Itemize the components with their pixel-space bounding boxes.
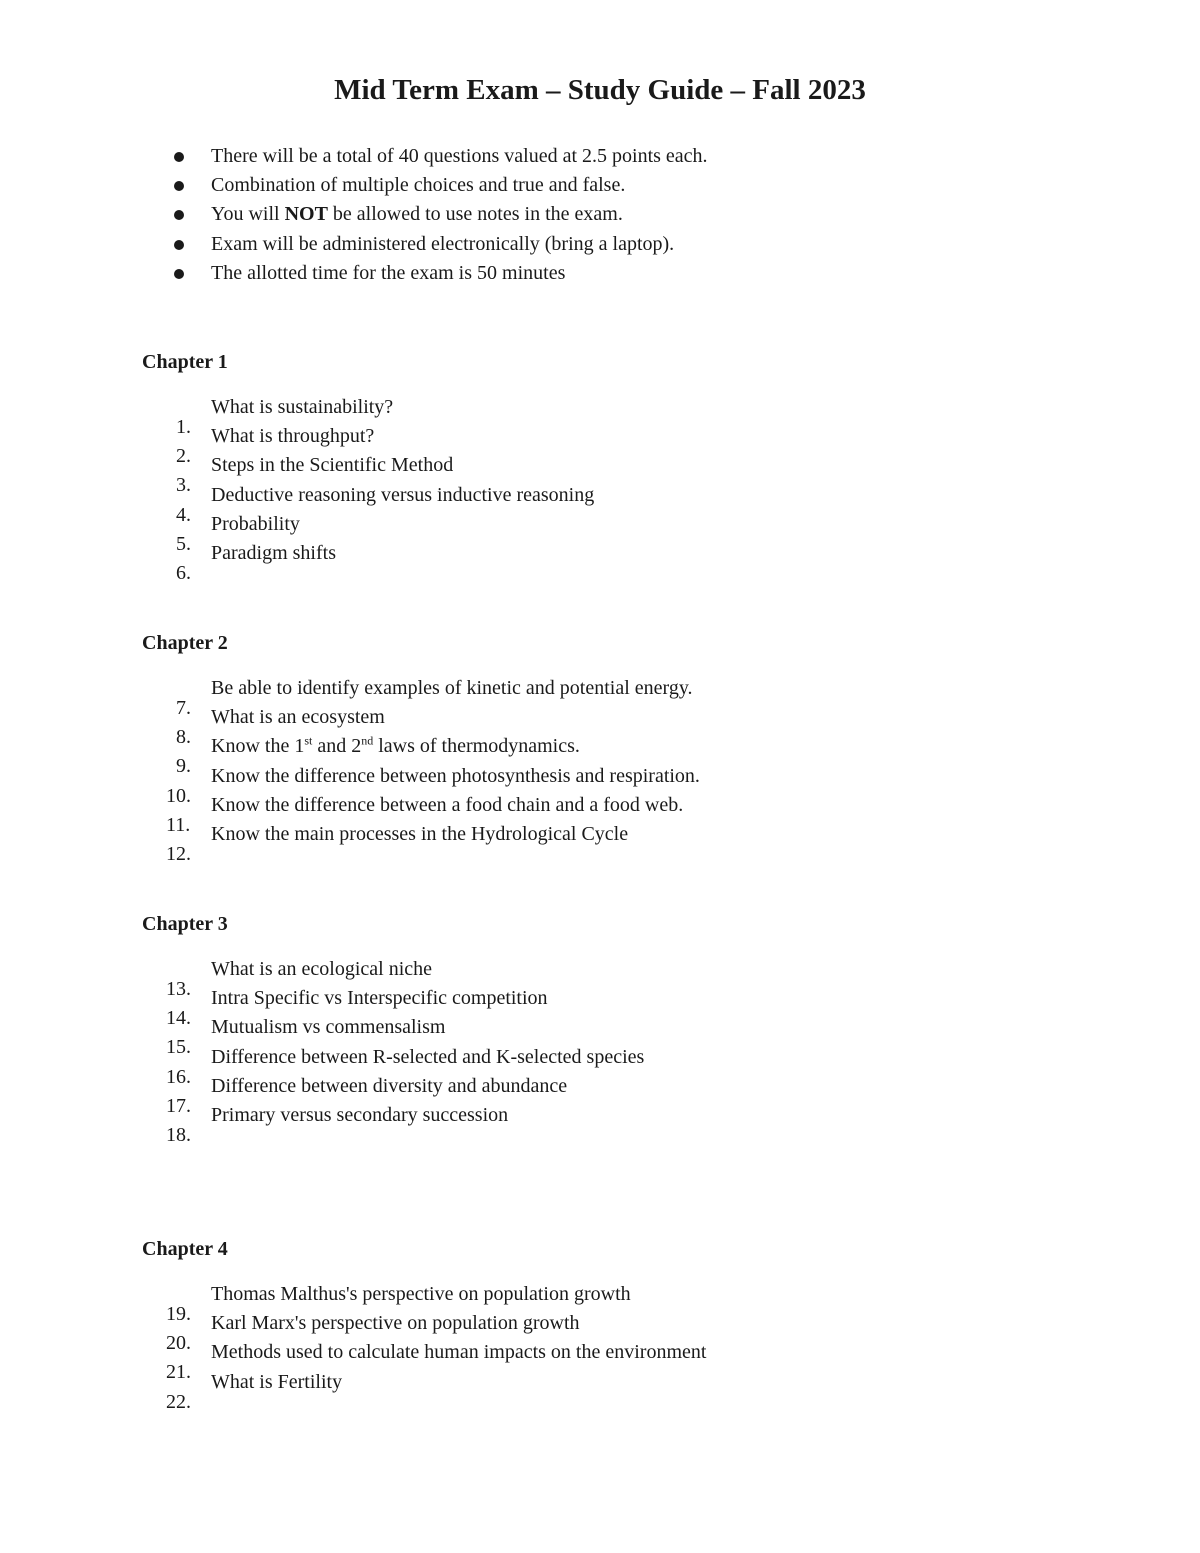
item-text: Difference between diversity and abundance (211, 1074, 568, 1097)
item-number: 5. (176, 532, 191, 555)
item-number: 8. (176, 726, 191, 749)
item-text: Primary versus secondary succession (211, 1103, 509, 1126)
item-number: 7. (176, 697, 191, 719)
item-number: 17. (166, 1094, 191, 1117)
item-number: 14. (166, 1007, 191, 1030)
item-number: 6. (176, 561, 191, 584)
item-text: Intra Specific vs Interspecific competition (211, 987, 548, 1010)
rule-item (172, 259, 708, 288)
item-number: 21. (166, 1361, 191, 1384)
item-text: What is Fertility (211, 1370, 343, 1393)
item-number: 3. (176, 474, 191, 497)
item-text: What is throughput? (211, 425, 375, 448)
chapter-2-heading: Chapter 2 (142, 632, 228, 654)
rule-text-end: be allowed to use notes in the exam. (327, 203, 623, 226)
item-text-part: Know the 1 (211, 735, 305, 758)
item-text: Be able to identify examples of kinetic and potential energy. (211, 677, 693, 699)
item-number: 16. (166, 1065, 191, 1088)
item-number: 4. (176, 503, 191, 526)
item-text: Probability (211, 512, 300, 535)
chapter-2-list (142, 674, 700, 865)
bullet-icon (174, 181, 184, 191)
list-item (142, 1101, 644, 1146)
item-text: Deductive reasoning versus inductive reasoning (211, 483, 595, 506)
rule-item (172, 171, 708, 200)
ordinal-suffix: nd (361, 733, 374, 748)
item-number: 18. (166, 1123, 191, 1146)
rule-item (172, 200, 708, 229)
item-text: What is an ecological niche (211, 958, 433, 980)
item-number: 12. (166, 842, 191, 865)
rule-text-start: You will (211, 203, 285, 226)
item-number: 10. (166, 784, 191, 807)
item-text: Thomas Malthus's perspective on population growth (211, 1283, 631, 1305)
item-number: 13. (166, 978, 191, 1000)
item-text: Know the difference between photosynthesis and respiration. (211, 764, 700, 787)
item-text: Know the main processes in the Hydrological Cycle (211, 822, 629, 845)
list-item (142, 1368, 706, 1413)
chapter-3-heading: Chapter 3 (142, 913, 228, 935)
rule-text-emphasis: NOT (284, 203, 328, 226)
bullet-icon (174, 152, 184, 162)
page-title: Mid Term Exam – Study Guide – Fall 2023 (334, 74, 866, 106)
item-text: What is sustainability? (211, 396, 394, 418)
chapter-1-heading: Chapter 1 (142, 351, 228, 373)
list-item (142, 539, 594, 584)
item-number: 9. (176, 755, 191, 778)
item-text (211, 732, 580, 761)
chapter-4-heading: Chapter 4 (142, 1238, 228, 1260)
item-text: What is an ecosystem (211, 706, 385, 729)
item-text: Methods used to calculate human impacts on the environment (211, 1341, 707, 1364)
ordinal-suffix: st (304, 733, 313, 748)
exam-rules-list (172, 142, 708, 288)
item-number: 19. (166, 1303, 191, 1325)
item-text: Mutualism vs commensalism (211, 1016, 446, 1039)
item-text: Difference between R-selected and K-selected species (211, 1045, 645, 1068)
item-text: Steps in the Scientific Method (211, 454, 454, 477)
item-number: 2. (176, 445, 191, 468)
item-text: Karl Marx's perspective on population growth (211, 1312, 580, 1335)
chapter-4-list (142, 1280, 707, 1413)
item-text: Know the difference between a food chain and a food web. (211, 793, 684, 816)
rule-text: Combination of multiple choices and true and false. (211, 174, 626, 197)
item-text-part: and 2 (312, 735, 362, 758)
bullet-icon (174, 210, 184, 220)
rule-text: There will be a total of 40 questions valued at 2.5 points each. (211, 145, 708, 167)
item-number: 11. (166, 813, 191, 836)
item-number: 1. (176, 416, 191, 438)
rule-item (172, 142, 708, 171)
item-text: Paradigm shifts (211, 541, 336, 564)
item-number: 22. (166, 1390, 191, 1413)
item-number: 20. (166, 1332, 191, 1355)
rule-text: The allotted time for the exam is 50 minutes (211, 261, 566, 284)
item-number: 15. (166, 1036, 191, 1059)
list-item (142, 820, 700, 865)
chapter-1-list (142, 393, 595, 584)
chapter-3-list (142, 955, 645, 1146)
bullet-icon (174, 240, 184, 250)
rule-item (172, 230, 708, 259)
bullet-icon (174, 269, 184, 279)
item-text-part: laws of thermodynamics. (373, 735, 580, 758)
rule-text: Exam will be administered electronically (bring a laptop). (211, 232, 675, 255)
